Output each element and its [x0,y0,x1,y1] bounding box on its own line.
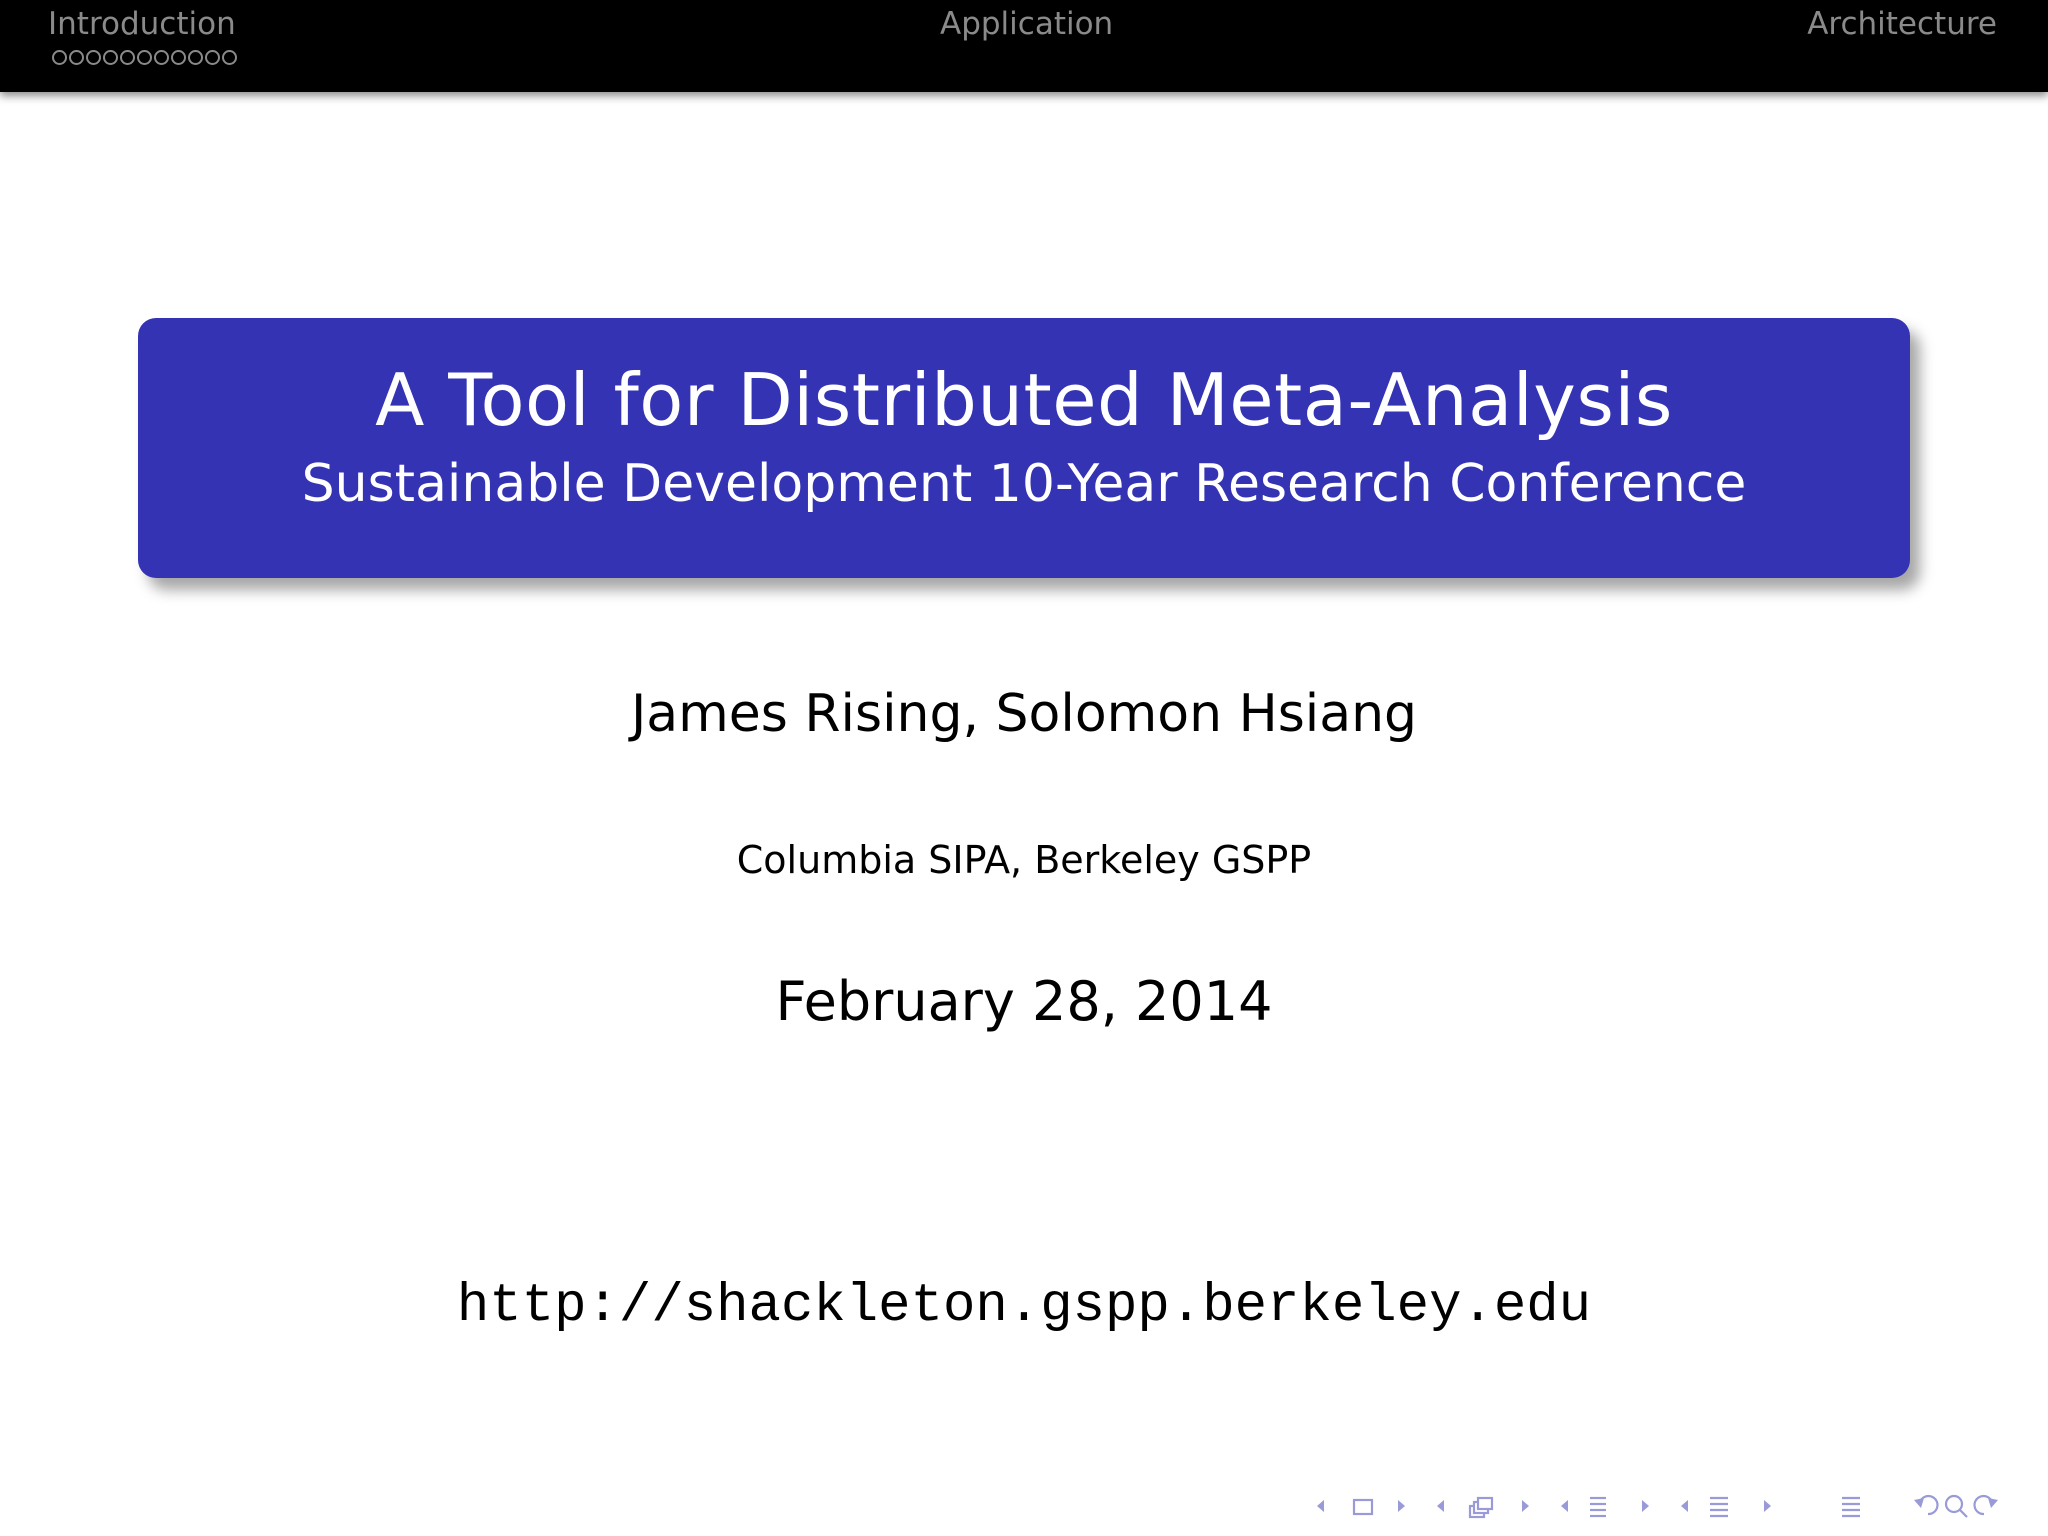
introduction-frame-dots [52,50,237,65]
beamer-navigation-symbols [1310,1488,2030,1524]
frame-dot[interactable] [154,50,169,65]
frame-dot[interactable] [171,50,186,65]
title-block [138,318,1910,578]
section-back-icon[interactable] [1561,1500,1568,1512]
undo-icon[interactable] [1914,1496,1937,1514]
presentation-subtitle: Sustainable Development 10-Year Research Conference [301,454,1747,514]
frame-dot[interactable] [188,50,203,65]
frame-dot[interactable] [120,50,135,65]
section-icon[interactable] [1590,1498,1606,1516]
document-icon[interactable] [1710,1498,1728,1516]
frame-back-icon[interactable] [1317,1500,1324,1512]
section-link-introduction[interactable]: Introduction [48,6,236,42]
section-link-application[interactable]: Application [940,6,1114,42]
section-navigation-bar [0,0,2048,92]
frame-dot[interactable] [86,50,101,65]
document-back-icon[interactable] [1681,1500,1688,1512]
presentation-date: February 28, 2014 [775,970,1273,1033]
document-forward-icon[interactable] [1764,1500,1771,1512]
institute: Columbia SIPA, Berkeley GSPP [736,838,1312,882]
frame-dot[interactable] [222,50,237,65]
frame-forward-icon[interactable] [1398,1500,1405,1512]
subsection-icon[interactable] [1470,1498,1492,1517]
frame-icon[interactable] [1354,1500,1372,1514]
frame-dot[interactable] [205,50,220,65]
redo-icon[interactable] [1975,1496,1998,1514]
frame-dot[interactable] [137,50,152,65]
frame-dot[interactable] [103,50,118,65]
authors: James Rising, Solomon Hsiang [630,684,1418,744]
frame-dot[interactable] [52,50,67,65]
frame-dot[interactable] [69,50,84,65]
section-forward-icon[interactable] [1642,1500,1649,1512]
website-url: http://shackleton.gspp.berkeley.edu [456,1276,1592,1337]
subsection-back-icon[interactable] [1437,1500,1444,1512]
presentation-title: A Tool for Distributed Meta-Analysis [375,358,1673,442]
section-link-architecture[interactable]: Architecture [1807,6,1997,42]
search-icon[interactable] [1946,1496,1967,1517]
subsection-forward-icon[interactable] [1522,1500,1529,1512]
appendix-icon[interactable] [1842,1498,1860,1516]
